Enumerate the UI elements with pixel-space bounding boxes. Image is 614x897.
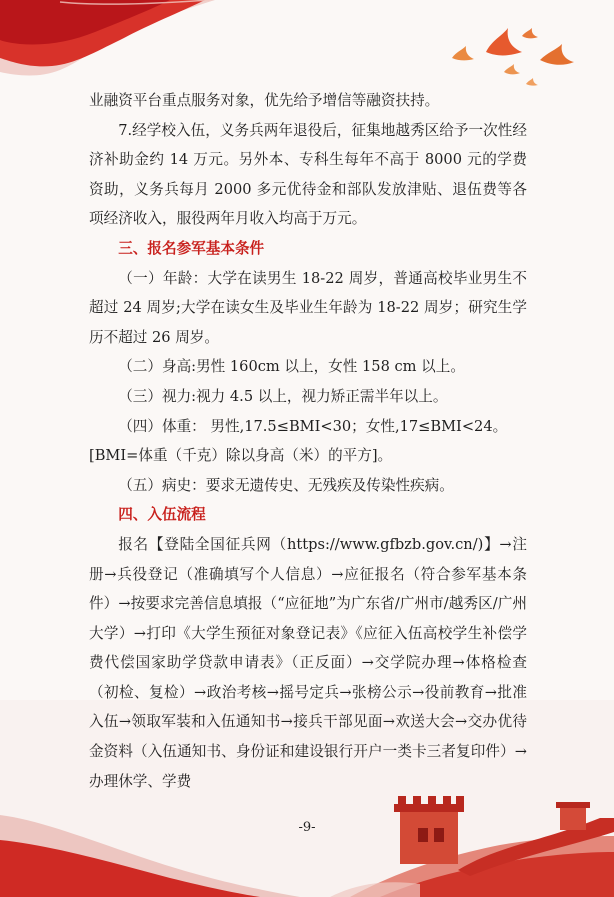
condition-medical-history: （五）病史：要求无遗传史、无残疾及传染性疾病。	[118, 476, 454, 494]
condition-vision: （三）视力:视力 4.5 以上，视力矫正需半年以上。	[118, 387, 448, 405]
condition-age: （一）年龄：大学在读男生 18-22 周岁，普通高校毕业男生不超过 24 周岁;大学在读女生及毕业生年龄为 18-22 周岁；研究生学历不超过 26 周岁。	[89, 269, 527, 346]
paragraph-enlistment-process: 报名【登陆全国征兵网（https://www.gfbzb.gov.cn/)】→注册→兵役登记（准确填写个人信息）→应征报名（符合参军基本条件）→按要求完善信息填报（“应征地”为广东省/广州市/越秀区/广州大学）→打印《大学生预征对象登记表》《应征入伍高校学生补偿学费代偿国家助学贷款申请表》（正反面）→交学院办理→体格检查（初检、复检）→政治考核→摇号定兵→张榜公示→役前教育→批准入伍→领取军装和入伍通知书→接兵干部见面→欢送大会→交办优待金资料（入伍通知书、身份证和建设银行开户一类卡三者复印件）→办理休学、学费	[89, 535, 527, 790]
section-heading-basic-conditions: 三、报名参军基本条件	[118, 239, 265, 257]
paragraph-continued: 业融资平台重点服务对象，优先给予增信等融资扶持。	[89, 92, 440, 109]
document-body	[89, 86, 527, 796]
condition-height: （二）身高:男性 160cm 以上，女性 158 cm 以上。	[118, 358, 465, 376]
red-flag-decoration	[0, 0, 215, 76]
bmi-formula: [BMI=体重（千克）除以身高（米）的平方]。	[89, 447, 393, 465]
page-number: -9-	[298, 820, 316, 835]
condition-weight: （四）体重： 男性,17.5≤BMI<30；女性,17≤BMI<24。	[118, 417, 508, 435]
doves-decoration	[452, 28, 574, 86]
paragraph-enlistment-benefits: 7.经学校入伍，义务兵两年退役后，征集地越秀区给予一次性经济补助金约 14 万元。另外本、专科生每年不高于 8000 元的学费资助，义务兵每月 2000 多元优待金和部队发放津贴、退伍费等各项经济收入，服役两年月收入均高于万元。	[89, 121, 527, 228]
section-heading-enlistment-process: 四、入伍流程	[118, 506, 206, 524]
